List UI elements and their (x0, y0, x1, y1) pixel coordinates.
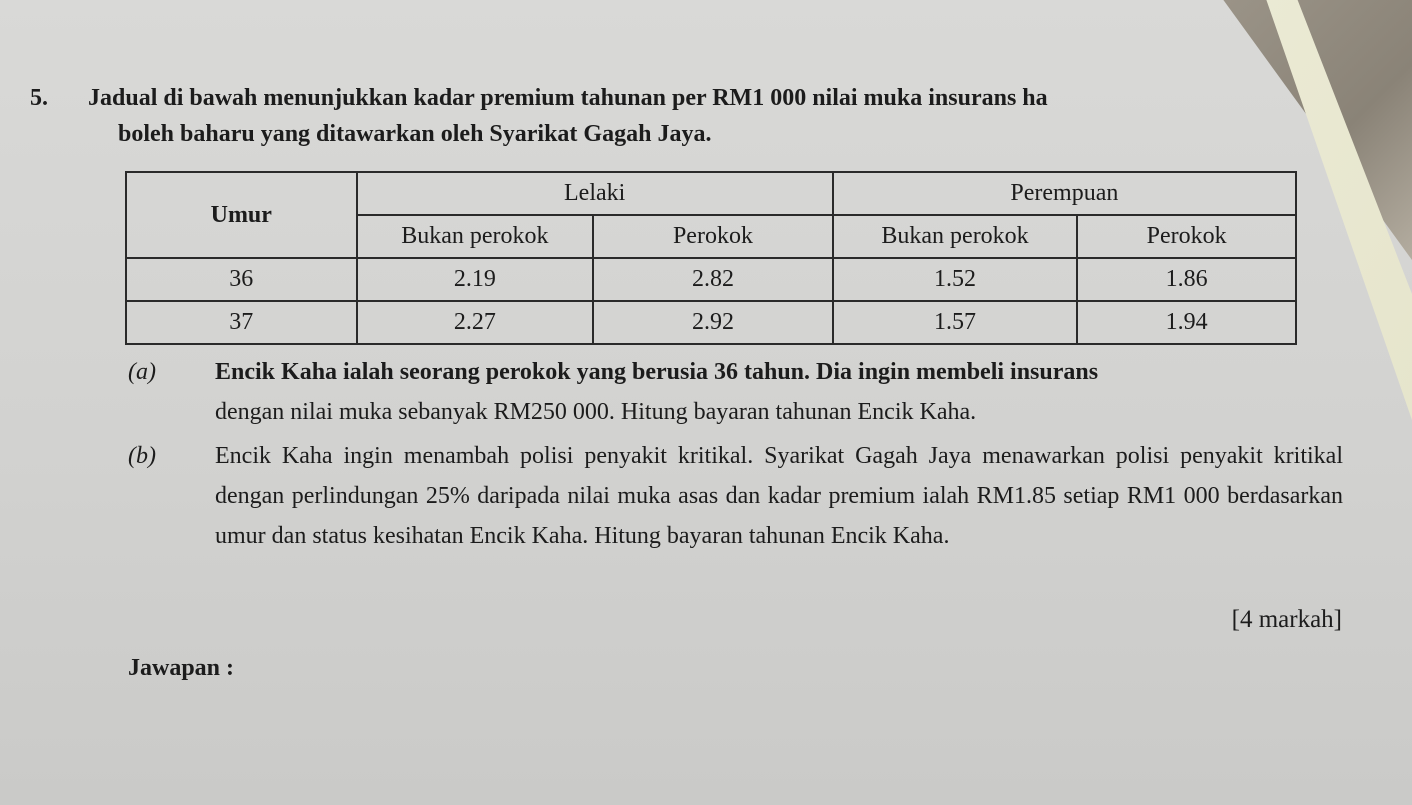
table-row (126, 301, 1296, 344)
question-parts (128, 352, 1343, 560)
answer-label: Jawapan : (128, 655, 235, 681)
cell-male-smoker: 2.82 (593, 258, 833, 301)
part-b-label: (b) (128, 443, 156, 469)
part-a-line-2: dengan nilai muka sebanyak RM250 000. Hitung bayaran tahunan Encik Kaha. (215, 399, 977, 425)
marks-label: [4 markah] (1231, 606, 1342, 633)
question-number: 5. (30, 85, 48, 111)
cell-male-non-smoker: 2.27 (357, 301, 594, 344)
cell-male-non-smoker: 2.19 (357, 258, 594, 301)
subheader-male-smoker: Perokok (593, 215, 833, 258)
part-a (128, 352, 1343, 432)
header-age: Umur (126, 172, 357, 258)
subheader-male-non-smoker: Bukan perokok (357, 215, 594, 258)
cell-female-non-smoker: 1.57 (833, 301, 1078, 344)
subheader-female-non-smoker: Bukan perokok (833, 215, 1078, 258)
table-row (126, 258, 1296, 301)
cell-female-non-smoker: 1.52 (833, 258, 1078, 301)
cell-age: 36 (126, 258, 357, 301)
header-male: Lelaki (357, 172, 833, 215)
part-b-text: Encik Kaha ingin menambah polisi penyakit kritikal. Syarikat Gagah Jaya menawarkan polisi penyakit kritikal dengan perlindungan 25% daripada nilai muka asas dan kadar premium ialah RM1.85 setiap RM1 000 berdasarkan umur dan status kesihatan Encik Kaha. Hitung bayaran tahunan Encik Kaha. (215, 443, 1343, 549)
cell-age: 37 (126, 301, 357, 344)
premium-table (125, 171, 1297, 345)
part-a-label: (a) (128, 359, 156, 385)
part-b (128, 436, 1343, 556)
cell-male-smoker: 2.92 (593, 301, 833, 344)
part-a-line-1: Encik Kaha ialah seorang perokok yang berusia 36 tahun. Dia ingin membeli insurans (215, 359, 1099, 385)
cell-female-smoker: 1.86 (1077, 258, 1296, 301)
header-female: Perempuan (833, 172, 1296, 215)
subheader-female-smoker: Perokok (1077, 215, 1296, 258)
question-line-2: boleh baharu yang ditawarkan oleh Syarikat Gagah Jaya. (118, 121, 712, 147)
cell-female-smoker: 1.94 (1077, 301, 1296, 344)
question-line-1: Jadual di bawah menunjukkan kadar premium tahunan per RM1 000 nilai muka insurans ha (88, 85, 1048, 111)
question-stem (30, 80, 1290, 152)
table-header-row (126, 172, 1296, 215)
